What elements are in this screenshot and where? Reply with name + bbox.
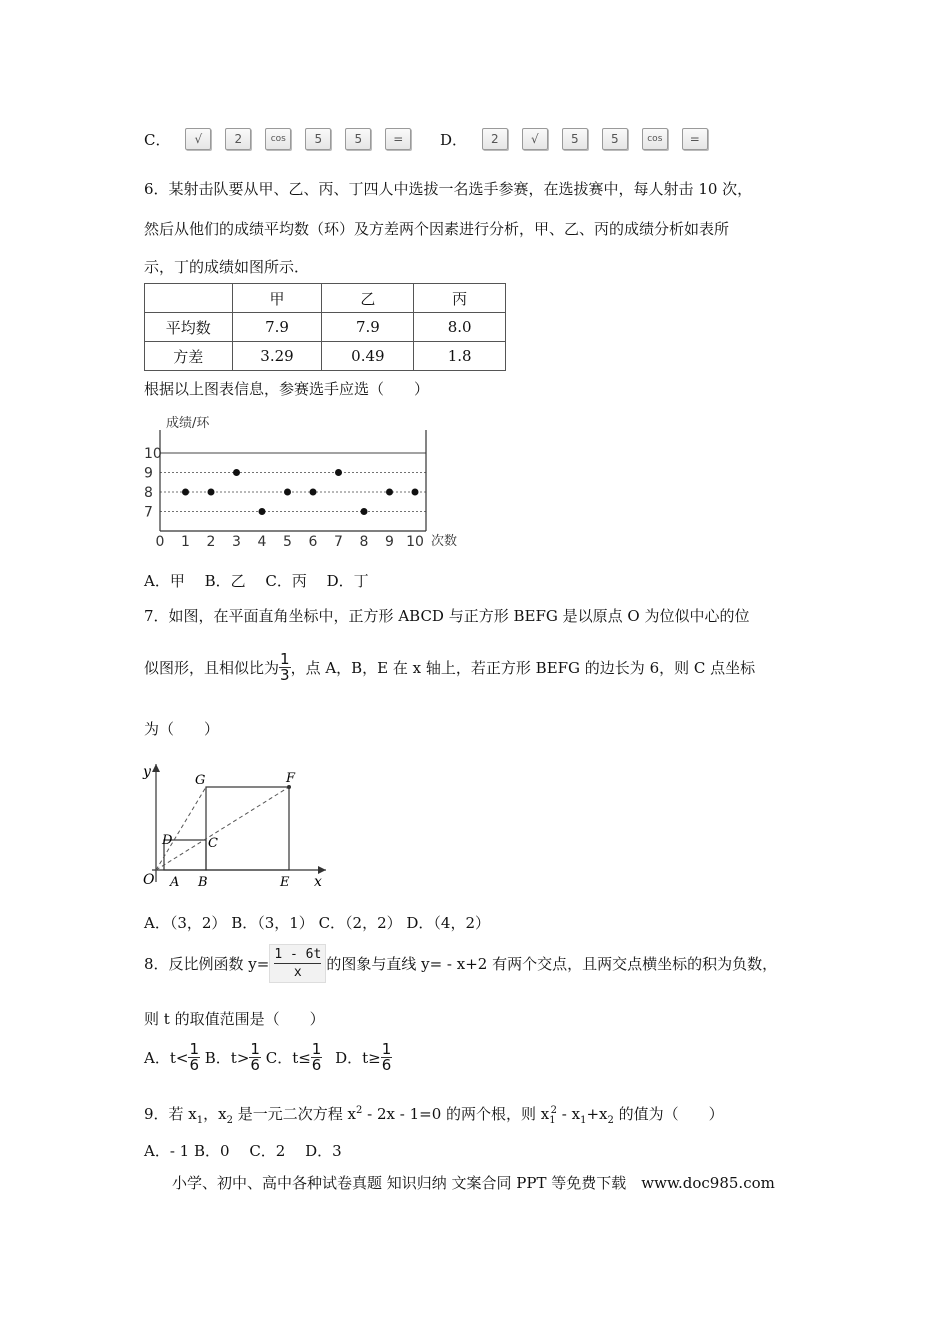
dashed-line-of [156,787,289,870]
key-5: 5 [305,128,331,150]
q6-line1: 6．某射击队要从甲、乙、丙、丁四人中选拔一名选手参赛，在选拔赛中，每人射击 10 次， [144,180,753,198]
data-point [412,489,419,496]
subscript: 2 [607,1115,614,1126]
subscript: 1 [196,1115,204,1126]
q7-line2-pre: 似图形，且相似比为 [144,659,280,677]
label-c: C [208,836,218,851]
x-tick-label: 2 [206,534,216,550]
data-point [361,508,368,515]
q5-option-c [144,128,425,150]
table-cell: 8.0 [414,313,506,342]
q7-line2-post: ，点 A，B，E 在 x 轴上，若正方形 BEFG 的边长为 6，则 C 点坐标 [290,659,756,677]
fraction-denominator: 6 [381,1056,392,1074]
fraction-numerator: 1 [280,650,290,668]
fraction-numerator: 1 [311,1040,322,1058]
superscript: 2 [356,1105,363,1116]
x-tick-label: 3 [232,534,241,550]
key-5: 5 [345,128,371,150]
fraction-denominator: x [293,965,302,980]
x-tick-label: 6 [308,534,318,550]
x-tick-label: 10 [406,534,424,550]
y-tick-label: 10 [144,446,162,462]
key-5: 5 [602,128,628,150]
label-d: D [162,833,173,848]
chart-gridlines [160,453,426,512]
label-a: A [170,875,180,890]
option-d-label: D． [440,130,468,149]
q6-question: 根据以上图表信息，参赛选手应选（ ） [144,380,430,398]
q9-line1 [144,1103,724,1126]
ratio-fraction [279,652,291,683]
q9-text: 是一元二次方程 x [233,1105,356,1123]
label-o: O [143,872,155,888]
label-x: x [314,874,322,890]
fraction-one-sixth [188,1042,200,1073]
label-e: E [280,875,290,890]
fraction-denominator: 6 [250,1056,260,1074]
x-tick-label: 8 [359,534,369,550]
table-header-cell: 丙 [414,284,506,313]
q8-option-d: D．t≥ [335,1049,381,1067]
squares-figure [140,760,332,890]
fraction-denominator: 3 [280,666,290,684]
page-footer: 小学、初中、高中各种试卷真题 知识归纳 文案合同 PPT 等免费下载 www.doc985.com [172,1174,775,1192]
q8-option-c: C．t≤ [265,1049,311,1067]
sqrt-key-icon: √ [522,128,548,150]
subscript: 2 [226,1115,233,1126]
function-fraction [269,944,326,983]
x-tick-labels [156,534,424,550]
subscript: 1 [580,1115,587,1126]
key-2: 2 [225,128,251,150]
data-point [233,469,240,476]
q9-text: 9．若 x [144,1105,197,1123]
x-tick-label: 5 [283,534,292,550]
fraction-numerator: 1 [381,1040,392,1058]
data-point [310,489,317,496]
q7-line2 [144,652,755,683]
table-header-cell [145,284,233,313]
fraction-numerator: 1 [189,1040,199,1058]
table-row [145,342,506,371]
table-header-row [145,284,506,313]
table-cell: 0.49 [322,342,414,371]
data-point [182,489,189,496]
q8-option-b: B．t> [204,1049,250,1067]
table-row [145,313,506,342]
q8-option-a: A．t< [144,1049,189,1067]
fraction-denominator: 6 [311,1056,322,1074]
q8-line2: 则 t 的取值范围是（ ） [144,1010,325,1028]
q9-options: A．- 1 B．0 C．2 D．3 [144,1142,342,1160]
q9-text: 的值为（ ） [613,1105,724,1123]
y-tick-label: 9 [144,465,153,482]
q9-text: - 2x - 1=0 的两个根，则 x [362,1105,550,1123]
x-tick-label: 4 [257,534,267,550]
table-cell: 平均数 [145,313,233,342]
y-tick-labels [144,446,162,521]
table-cell: 3.29 [232,342,322,371]
table-header-cell: 乙 [322,284,414,313]
key-2: 2 [482,128,508,150]
fraction-one-sixth [381,1042,393,1073]
data-point [386,489,393,496]
q6-line2: 然后从他们的成绩平均数（环）及方差两个因素进行分析，甲、乙、丙的成绩分析如表所 [144,220,730,238]
q7-line3: 为（ ） [144,720,220,738]
equals-key-icon: = [385,128,411,150]
x-tick-label: 1 [181,534,190,550]
q8-post: 的图象与直线 y= - x+2 有两个交点，且两交点横坐标的积为负数， [326,955,778,973]
fraction-denominator: 6 [189,1056,199,1074]
q7-line1: 7．如图，在平面直角坐标中，正方形 ABCD 与正方形 BEFG 是以原点 O 为位似中心的位 [144,607,750,625]
q6-options: A．甲 B．乙 C．丙 D．丁 [144,572,369,590]
sqrt-key-icon: √ [185,128,211,150]
data-point [284,489,291,496]
fraction-numerator: 1 [250,1040,260,1058]
q9-text: ，x [203,1105,227,1123]
q7-options: A．（3，2） B．（3，1） C．（2，2） D．（4，2） [144,914,491,932]
scatter-chart [140,410,470,555]
x-tick-label: 0 [155,534,165,550]
q9-text: - x [557,1105,581,1123]
data-point [208,489,215,496]
label-g: G [195,773,206,788]
chart-ylabel: 成绩/环 [166,416,210,431]
key-5: 5 [562,128,588,150]
x-tick-label: 7 [334,534,343,550]
label-f: F [286,771,296,786]
cos-key-icon: cos [642,128,668,150]
y-tick-label: 8 [144,485,153,501]
q5-option-d [440,128,722,150]
data-point [335,469,342,476]
superscript: 2 [550,1105,557,1116]
label-b: B [198,875,208,890]
table-header-cell: 甲 [232,284,322,313]
table-cell: 方差 [145,342,233,371]
q9-text: +x [586,1105,608,1123]
table-cell: 7.9 [322,313,414,342]
stats-table [144,283,506,371]
fraction-one-sixth [311,1042,323,1073]
q8-options [144,1042,392,1073]
fraction-numerator: 1 - 6t [274,947,322,962]
q6-line3: 示，丁的成绩如图所示． [144,258,310,276]
dashed-line-og [156,787,206,870]
x-tick-label: 9 [385,534,394,550]
table-cell: 7.9 [232,313,322,342]
chart-xlabel: 次数 [431,534,458,549]
data-point [259,508,266,515]
q8-line1 [144,944,777,983]
label-y: y [143,764,151,780]
subscript: 1 [549,1115,556,1126]
table-cell: 1.8 [414,342,506,371]
square-befg [206,787,289,870]
option-c-label: C． [144,130,171,149]
x-arrow-icon [318,866,326,874]
y-arrow-icon [152,764,160,772]
cos-key-icon: cos [265,128,291,150]
fraction-one-sixth [249,1042,261,1073]
equals-key-icon: = [682,128,708,150]
y-tick-label: 7 [144,504,153,521]
q8-pre: 8．反比例函数 y= [144,955,270,973]
